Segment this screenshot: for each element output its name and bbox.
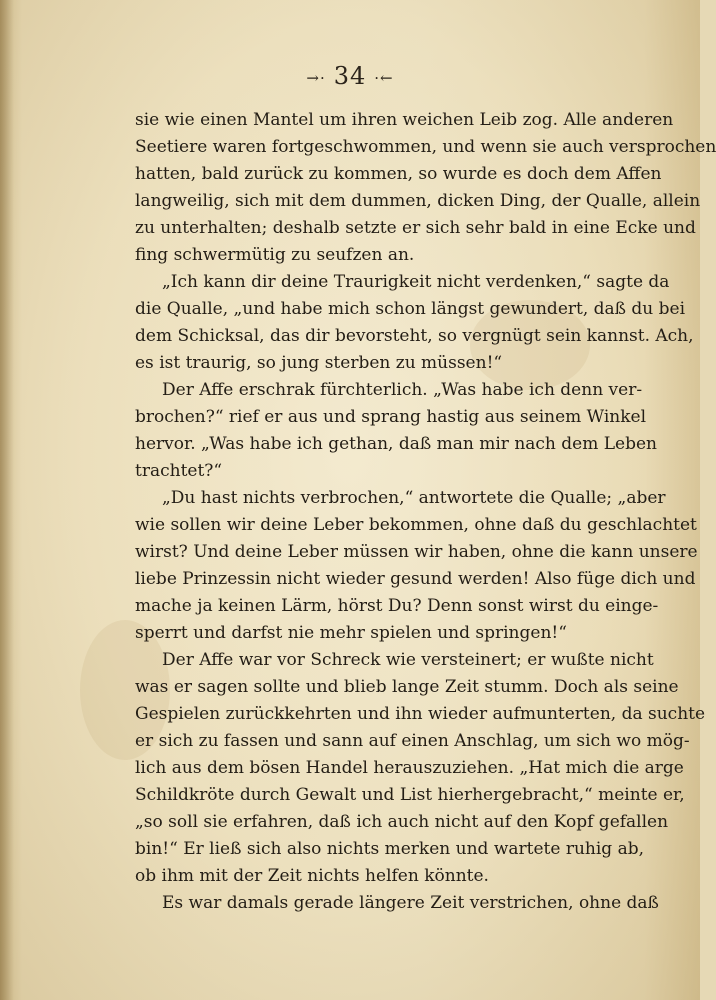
text-line: die Qualle, „und habe mich schon längst gewundert, daß du bei [135, 299, 686, 319]
page-number: 34 [333, 62, 367, 90]
text-line: zu unterhalten; deshalb setzte er sich sehr bald in eine Ecke und [135, 218, 696, 238]
text-line: sperrt und darfst nie mehr spielen und springen!“ [135, 623, 567, 643]
ornament-left: →· [306, 68, 326, 87]
text-line: sie wie einen Mantel um ihren weichen Leib zog. Alle anderen [135, 110, 674, 130]
text-line: es ist traurig, so jung sterben zu müssen!“ [135, 353, 503, 373]
text-line: „Ich kann dir deine Traurigkeit nicht verdenken,“ sagte da [162, 272, 670, 292]
text-line: hervor. „Was habe ich gethan, daß man mir nach dem Leben [135, 434, 657, 454]
text-line: Seetiere waren fortgeschwommen, und wenn sie auch versprochen [135, 137, 716, 157]
text-line: er sich zu fassen und sann auf einen Anschlag, um sich wo mög- [135, 731, 690, 751]
text-line: wie sollen wir deine Leber bekommen, ohne daß du geschlachtet [135, 515, 697, 535]
ornament-right: ·← [374, 68, 394, 87]
text-line: bin!“ Er ließ sich also nichts merken und wartete ruhig ab, [135, 839, 644, 859]
text-line: langweilig, sich mit dem dummen, dicken Ding, der Qualle, allein [135, 191, 701, 211]
text-line: brochen?“ rief er aus und sprang hastig aus seinem Winkel [135, 407, 647, 427]
text-line: mache ja keinen Lärm, hörst Du? Denn sonst wirst du einge- [135, 596, 659, 616]
text-line: „so soll sie erfahren, daß ich auch nicht auf den Kopf gefallen [135, 812, 669, 832]
text-line: wirst? Und deine Leber müssen wir haben, ohne die kann unsere [135, 542, 698, 562]
page-header [0, 62, 700, 90]
text-line: Schildkröte durch Gewalt und List hierhergebracht,“ meinte er, [135, 785, 685, 805]
text-line: „Du hast nichts verbrochen,“ antwortete die Qualle; „aber [162, 488, 666, 508]
text-line: hatten, bald zurück zu kommen, so wurde es doch dem Affen [135, 164, 662, 184]
text-line: lich aus dem bösen Handel herauszuziehen. „Hat mich die arge [135, 758, 684, 778]
text-line: ob ihm mit der Zeit nichts helfen könnte. [135, 866, 489, 886]
text-line: Der Affe war vor Schreck wie versteinert; er wußte nicht [162, 650, 654, 670]
text-line: fing schwermütig zu seufzen an. [135, 245, 415, 265]
text-line: was er sagen sollte und blieb lange Zeit stumm. Doch als seine [135, 677, 679, 697]
text-line: trachtet?“ [135, 461, 223, 481]
binding-shadow [0, 0, 14, 1000]
text-line: liebe Prinzessin nicht wieder gesund werden! Also füge dich und [135, 569, 696, 589]
text-line: Gespielen zurückkehrten und ihn wieder aufmunterten, da suchte [135, 704, 706, 724]
text-line: dem Schicksal, das dir bevorsteht, so vergnügt sein kannst. Ach, [135, 326, 694, 346]
text-line: Es war damals gerade längere Zeit verstrichen, ohne daß [162, 893, 659, 913]
text-line: Der Affe erschrak fürchterlich. „Was habe ich denn ver- [162, 380, 643, 400]
